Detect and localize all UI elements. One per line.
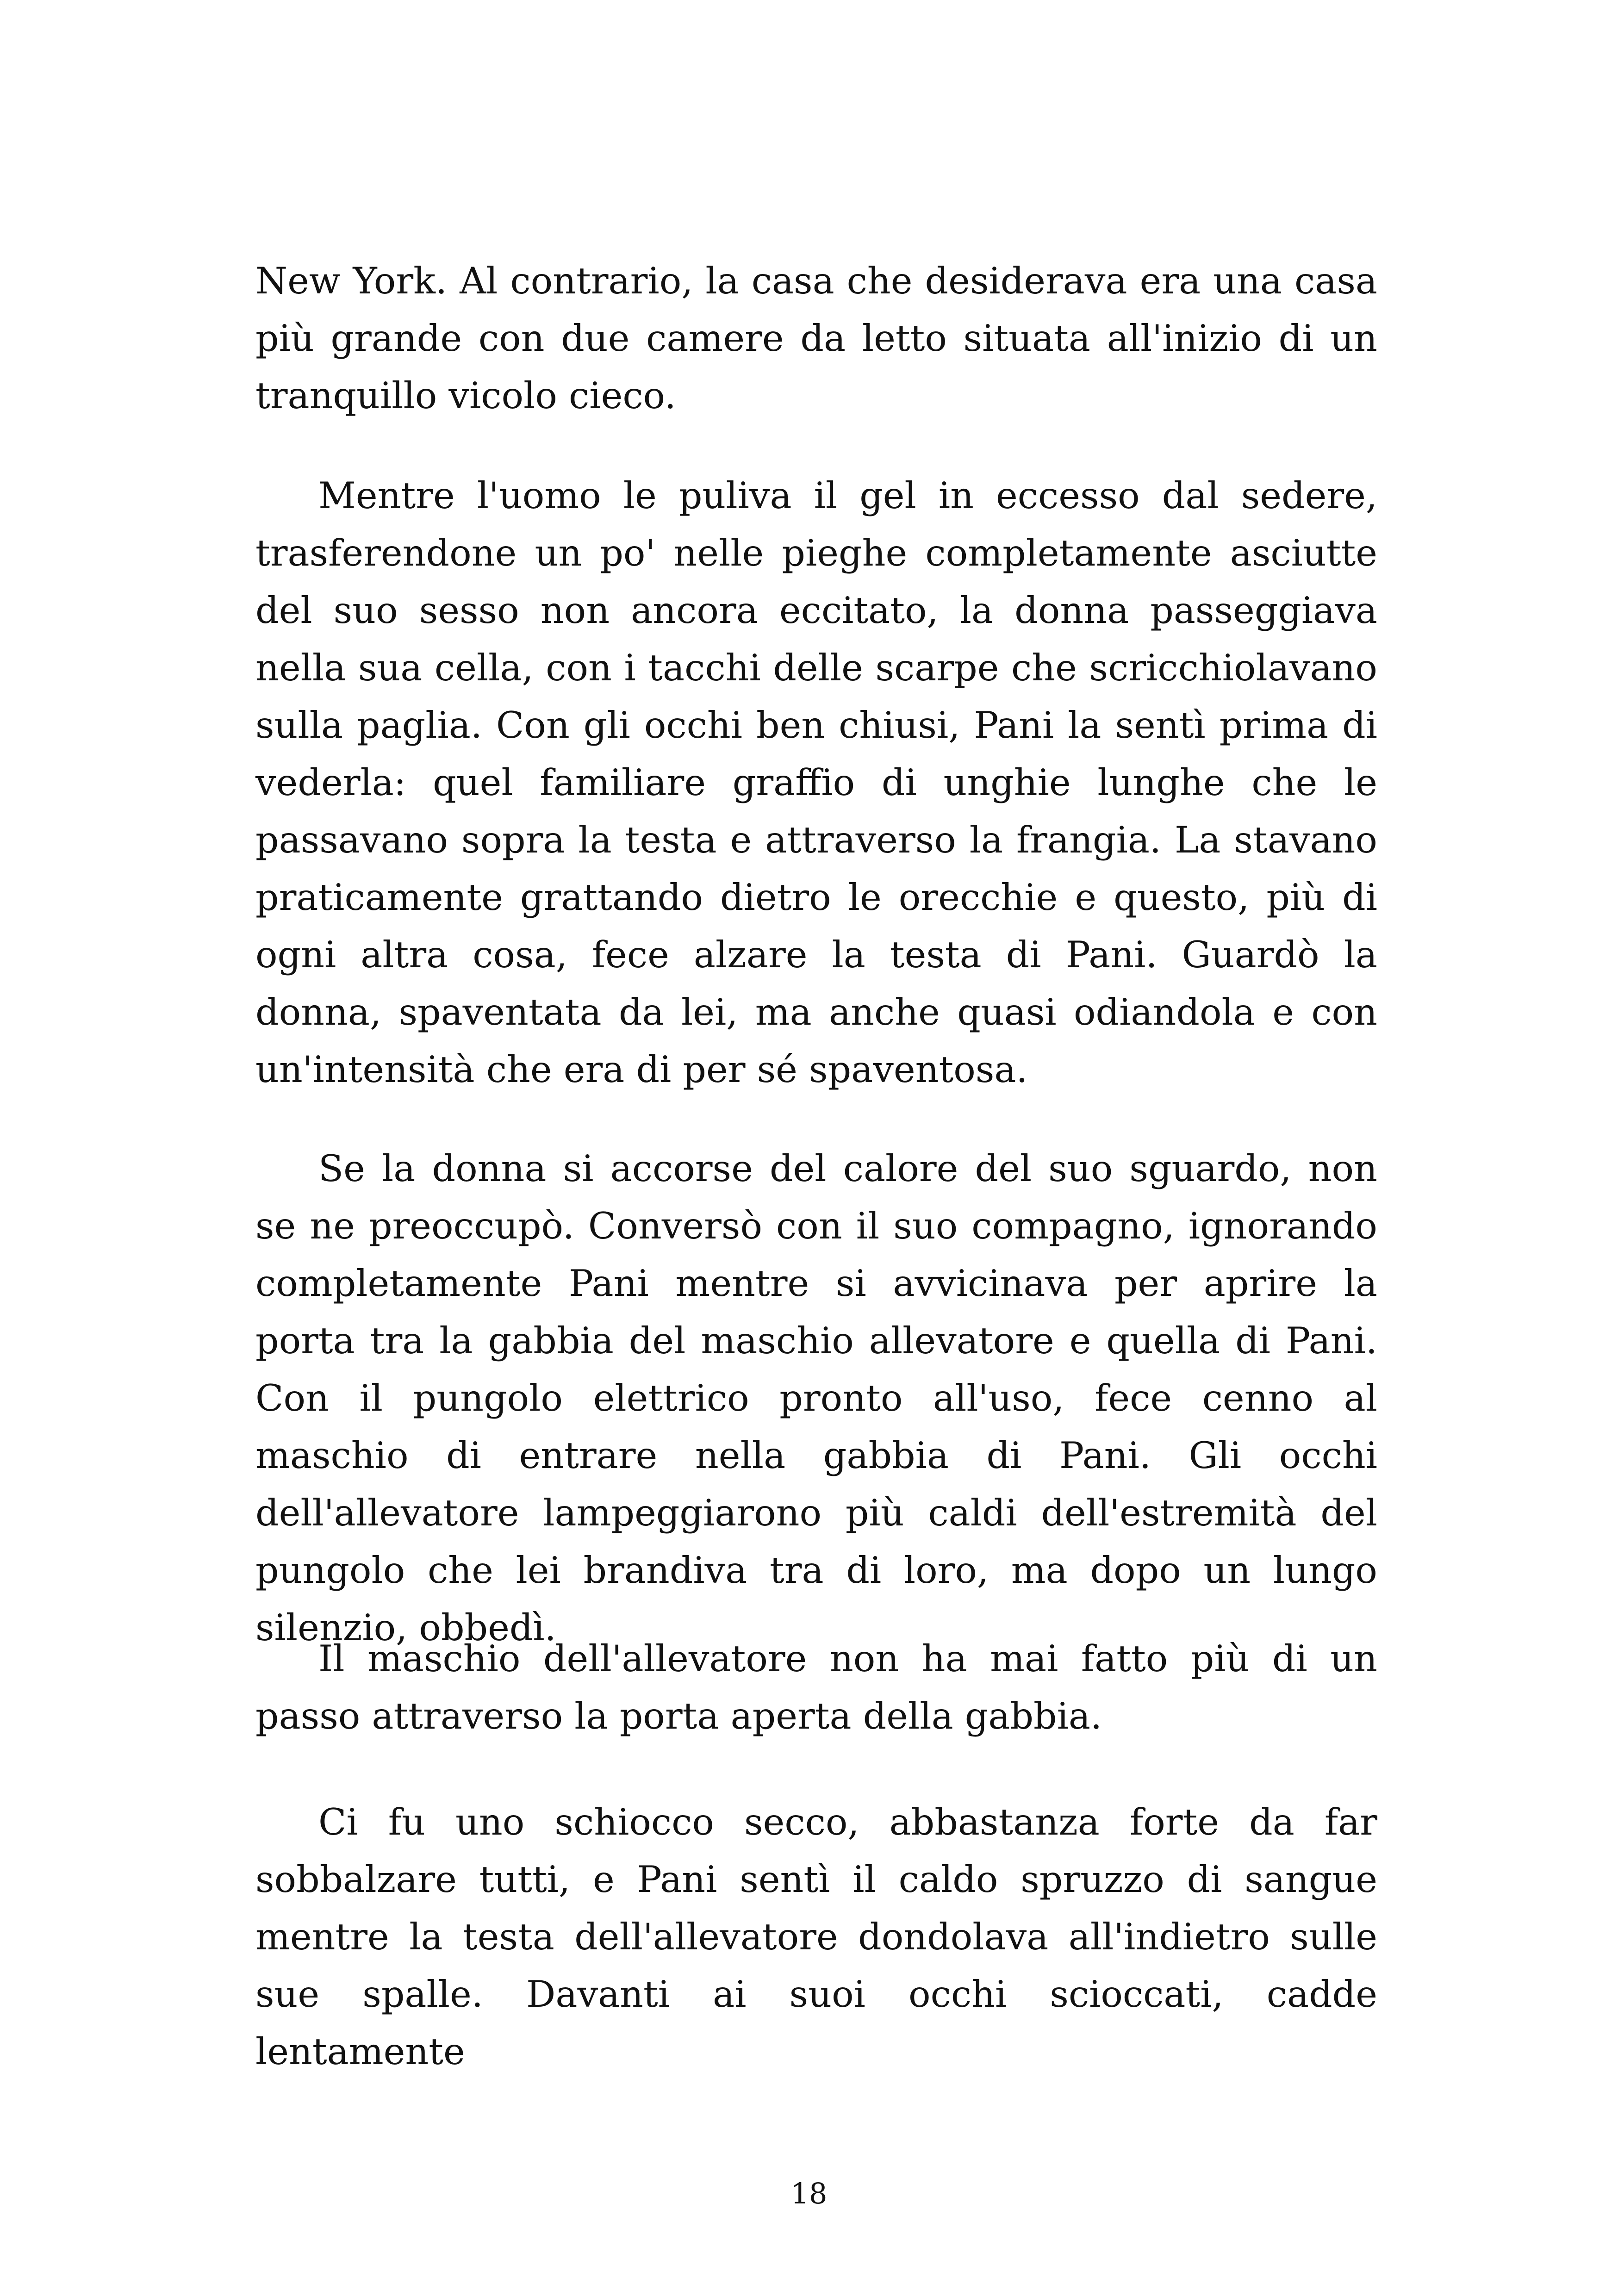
paragraph-3: Se la donna si accorse del calore del suo sguardo, non se ne preoccupò. Conversò con il suo compagno, ignorando completamente Pani mentre si avvicinava per aprire la porta tra la gabbia del maschio allevatore e quella di Pani. Con il pungolo elettrico pronto all'uso, fece cenno al maschio di entrare nella gabbia di Pani. Gli occhi dell'allevatore lampeggiarono più caldi dell'estremità del pungolo che lei brandiva tra di loro, ma dopo un lungo silenzio, obbedì. [255,1147,1377,1649]
paragraph-block-5 [255,1793,1377,2080]
paragraph-4: Il maschio dell'allevatore non ha mai fatto più di un passo attraverso la porta aperta della gabbia. [255,1637,1377,1737]
paragraph-block-4 [255,1630,1377,1745]
paragraph-continuation [255,252,1377,424]
paragraph-1: New York. Al contrario, la casa che desiderava era una casa più grande con due camere da letto situata all'inizio di un tranquillo vicolo cieco. [255,260,1377,417]
paragraph-block-2 [255,467,1377,1098]
paragraph-5: Ci fu uno schiocco secco, abbastanza forte da far sobbalzare tutti, e Pani sentì il caldo spruzzo di sangue mentre la testa dell'allevatore dondolava all'indietro sulle sue spalle. Davanti ai suoi occhi scioccati, cadde lentamente [255,1801,1377,2073]
paragraph-2: Mentre l'uomo le puliva il gel in eccesso dal sedere, trasferendone un po' nelle pieghe completamente asciutte del suo sesso non ancora eccitato, la donna passeggiava nella sua cella, con i tacchi delle scarpe che scricchiolavano sulla paglia. Con gli occhi ben chiusi, Pani la sentì prima di vederla: quel familiare graffio di unghie lunghe che le passavano sopra la testa e attraverso la frangia. La stavano praticamente grattando dietro le orecchie e questo, più di ogni altra cosa, fece alzare la testa di Pani. Guardò la donna, spaventata da lei, ma anche quasi odiandola e con un'intensità che era di per sé spaventosa. [255,474,1377,1091]
page-number: 18 [790,2177,828,2210]
paragraph-block-3 [255,1140,1377,1656]
